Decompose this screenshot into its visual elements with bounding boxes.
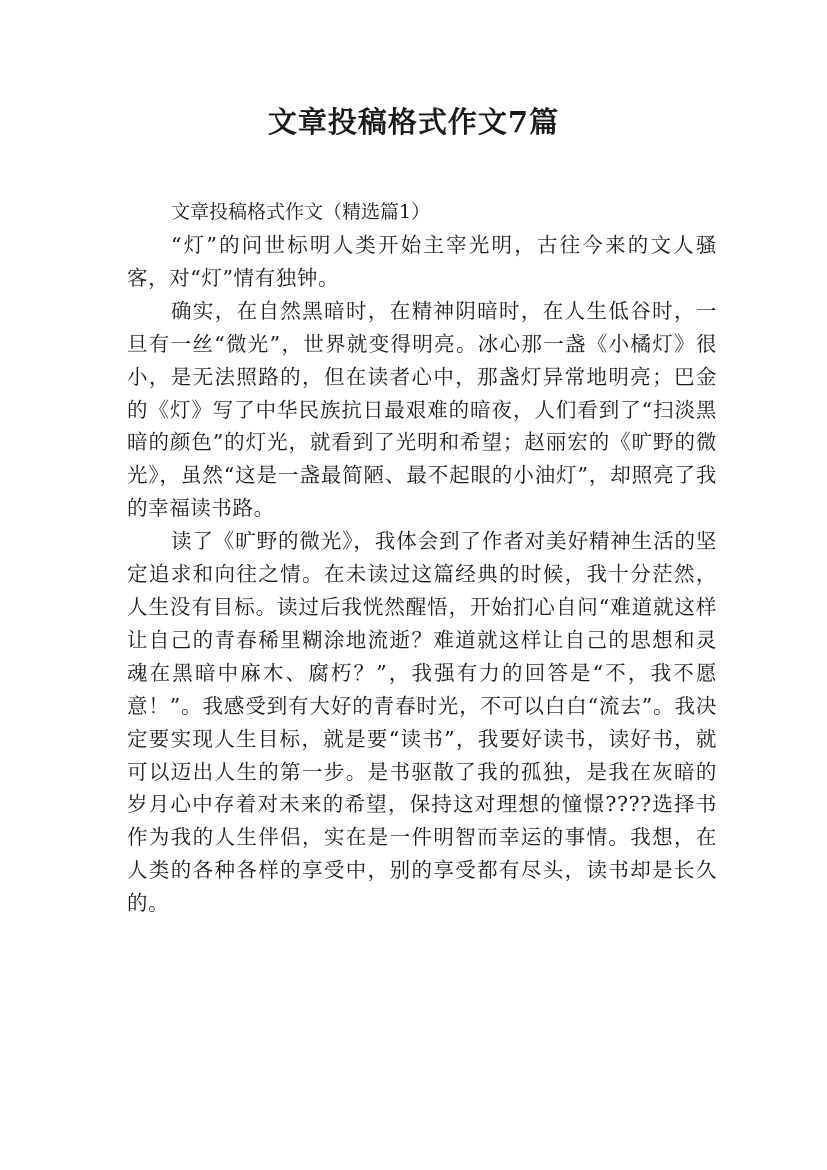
document-body bbox=[127, 196, 717, 920]
paragraph-1: “灯”的问世标明人类开始主宰光明，古往今来的文人骚客，对“灯”情有独钟。 bbox=[127, 233, 717, 290]
document-title: 文章投稿格式作文7篇 bbox=[267, 105, 560, 139]
paragraph-3: 读了《旷野的微光》，我体会到了作者对美好精神生活的坚定追求和向往之情。在未读过这篇经典的时候，我十分茫然，人生没有目标。读过后我恍然醒悟，开始扪心自问“难道就这样让自己的青春稀里糊涂地流逝？难道就这样让自己的思想和灵魂在黑暗中麻木、腐朽？”，我强有力的回答是“不，我不愿意！”。我感受到有大好的青春时光，不可以白白“流去”。我决定要实现人生目标，就是要“读书”，我要好读书，读好书，就可以迈出人生的第一步。是书驱散了我的孤独，是我在灰暗的岁月心中存着对未来的希望，保持这对理想的憧憬????选择书作为我的人生伴侣，实在是一件明智而幸运的事情。我想，在人类的各种各样的享受中，别的享受都有尽头，读书却是长久的。 bbox=[127, 529, 717, 916]
paragraph-2: 确实，在自然黑暗时，在精神阴暗时，在人生低谷时，一旦有一丝“微光”，世界就变得明亮。冰心那一盏《小橘灯》很小，是无法照路的，但在读者心中，那盏灯异常地明亮；巴金的《灯》写了中华民族抗日最艰难的暗夜，人们看到了“扫淡黑暗的颜色”的灯光，就看到了光明和希望；赵丽宏的《旷野的微光》，虽然“这是一盏最简陋、最不起眼的小油灯”，却照亮了我的幸福读书路。 bbox=[127, 298, 717, 521]
section-heading: 文章投稿格式作文（精选篇1） bbox=[171, 201, 431, 223]
